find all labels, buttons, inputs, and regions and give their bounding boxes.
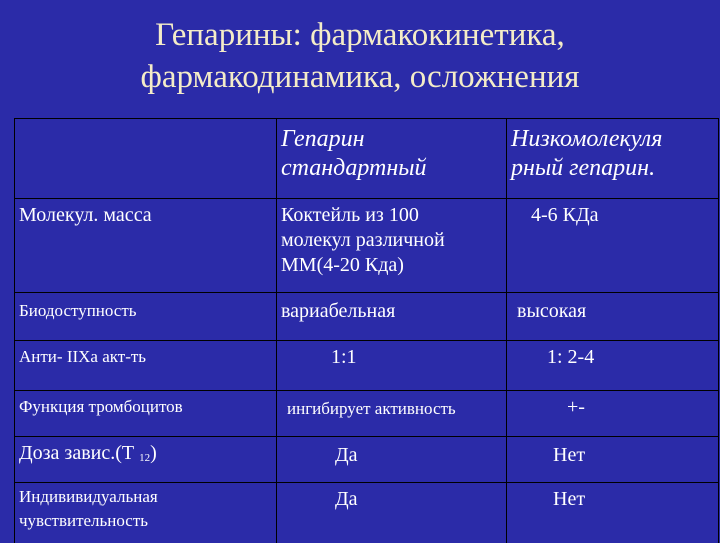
header-standard-line-1: Гепарин	[281, 126, 365, 152]
cell-standard-molecular-mass: Коктейль из 100 молекул различной ММ(4-20 Кда)	[277, 199, 507, 293]
table-row	[15, 391, 719, 437]
title-line-2: фармакодинамика, осложнения	[140, 59, 580, 95]
cell-standard-platelet-function: ингибирует активность	[277, 391, 507, 437]
row-label-bioavailability: Биодоступность	[15, 293, 277, 341]
cell-lmwh-dose-dependence: Нет	[507, 437, 719, 483]
cell-lmwh-anti-iia-xa: 1: 2-4	[507, 341, 719, 391]
header-lmwh-line-1: Низкомолекуля	[511, 126, 663, 152]
cell-standard-dose-dependence: Да	[277, 437, 507, 483]
table-row	[15, 199, 719, 293]
row-label-individual-sensitivity: Индививидуальная чувствительность	[15, 483, 277, 543]
cell-standard-bioavailability: вариабельная	[277, 293, 507, 341]
header-lmwh	[507, 119, 719, 199]
title-line-1: Гепарины: фармакокинетика,	[155, 17, 565, 53]
header-standard-heparin	[277, 119, 507, 199]
table-row	[15, 437, 719, 483]
header-standard-line-2: стандартный	[281, 155, 427, 181]
comparison-table	[14, 118, 719, 543]
slide-title	[0, 14, 720, 98]
cell-standard-anti-iia-xa: 1:1	[277, 341, 507, 391]
row-label-platelet-function: Функция тромбоцитов	[15, 391, 277, 437]
header-empty-cell	[15, 119, 277, 199]
cell-lmwh-bioavailability: высокая	[507, 293, 719, 341]
row-label-dose-dependence: Доза завис.(Т 12)	[15, 437, 277, 483]
cell-lmwh-platelet-function: +-	[507, 391, 719, 437]
header-row	[15, 119, 719, 199]
table-row	[15, 341, 719, 391]
cell-lmwh-individual-sensitivity: Нет	[507, 483, 719, 543]
table-row	[15, 293, 719, 341]
row-label-molecular-mass: Молекул. масса	[15, 199, 277, 293]
cell-lmwh-molecular-mass: 4-6 КДа	[507, 199, 719, 293]
table-row	[15, 483, 719, 543]
header-lmwh-line-2: рный гепарин.	[511, 155, 656, 181]
row-label-anti-iia-xa: Анти- IIXa акт-ть	[15, 341, 277, 391]
cell-standard-individual-sensitivity: Да	[277, 483, 507, 543]
